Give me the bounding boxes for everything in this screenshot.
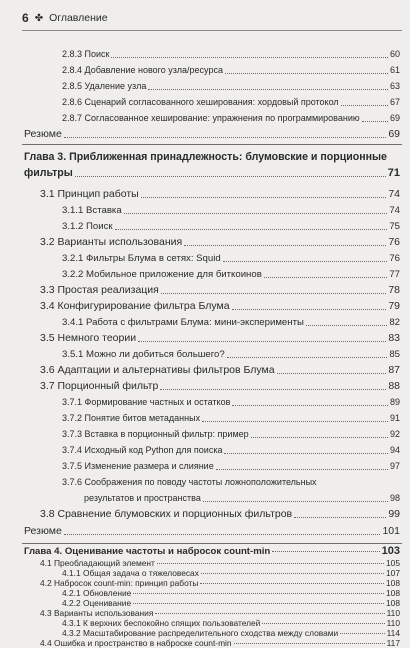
toc-entry[interactable] [0, 442, 400, 458]
chapter-heading[interactable] [0, 546, 400, 556]
leader-dots [224, 452, 388, 454]
toc-entry-page: 79 [388, 300, 400, 312]
toc-entry-page: 85 [389, 348, 400, 360]
toc-entry[interactable] [0, 314, 400, 330]
toc-entry-page: 76 [388, 236, 400, 248]
toc-entry[interactable] [0, 126, 400, 142]
leader-dots [234, 642, 385, 644]
toc-entry-page: 67 [389, 97, 400, 107]
toc-entry[interactable] [0, 346, 400, 362]
toc-entry-label: 3.8 Сравнение блумовских и порционных фильтров [40, 508, 293, 520]
toc-entry[interactable] [0, 578, 400, 588]
toc-entry-page: 87 [388, 364, 400, 376]
chapter-heading[interactable] [0, 149, 400, 165]
toc-entry-page: 71 [387, 167, 400, 179]
leader-dots [225, 72, 388, 74]
toc-entry-label: 2.8.4 Добавление нового узла/ресурса [62, 65, 223, 75]
leader-dots [161, 292, 386, 294]
toc-entry[interactable] [0, 234, 400, 250]
toc-entry-page: 76 [389, 252, 400, 264]
ornament-icon: ✤ [34, 12, 44, 24]
leader-dots [203, 500, 388, 502]
toc-entry-label: 3.2 Варианты использования [40, 236, 183, 248]
toc-entry-page: 105 [386, 558, 400, 568]
leader-dots [64, 533, 381, 535]
toc-entry-label: 2.8.5 Удаление узла [62, 81, 147, 91]
toc-entry-label: 3.2.1 Фильтры Блума в сетях: Squid [62, 252, 221, 264]
toc-entry-page: 74 [389, 204, 400, 216]
toc-entry-label: 4.1.1 Общая задача о тяжеловесах [62, 568, 199, 578]
toc-entry-label: 3.7.3 Вставка в порционный фильтр: пример [62, 429, 249, 439]
leader-dots [202, 420, 388, 422]
toc-entry-page: 92 [389, 429, 400, 439]
toc-entry-page: 108 [386, 578, 400, 588]
toc-entry[interactable] [0, 78, 400, 94]
leader-dots [155, 612, 384, 614]
toc-entry-label: 4.4 Ошибка и пространство в наброске count-min [40, 638, 232, 648]
toc-entry-label: 3.7.2 Понятие битов метаданных [62, 413, 201, 423]
leader-dots [251, 436, 388, 438]
leader-dots [111, 56, 388, 58]
toc-entry[interactable] [0, 638, 400, 648]
leader-dots [277, 372, 387, 374]
toc-entry[interactable] [0, 618, 400, 628]
toc-entry[interactable] [0, 523, 400, 539]
toc-entry-label: 4.2 Набросок count-min: принцип работы [40, 578, 199, 588]
toc-entry-label: 3.5.1 Можно ли добиться большего? [62, 348, 225, 360]
toc-entry-page: 108 [386, 588, 400, 598]
running-title: Оглавление [49, 12, 108, 24]
toc-entry[interactable] [0, 608, 400, 618]
toc-entry-page: 75 [389, 220, 400, 232]
toc-entry[interactable] [0, 490, 400, 506]
toc-entry[interactable] [0, 598, 400, 608]
toc-entry-label: 4.3 Варианты использования [40, 608, 154, 618]
toc-entry-label: 3.1.2 Поиск [62, 220, 113, 232]
leader-dots [64, 136, 387, 138]
toc-entry-page: 77 [389, 268, 400, 280]
toc-entry[interactable] [0, 282, 400, 298]
toc-entry[interactable] [0, 62, 400, 78]
toc-entry-label: 3.5 Немного теории [40, 332, 137, 344]
toc-entry-label: 4.2.2 Оценивание [62, 598, 132, 608]
toc-entry[interactable] [0, 110, 400, 126]
chapter-heading[interactable] [0, 165, 400, 181]
toc-entry-label: 4.3.2 Масштабирование распределительного сходства между словами [62, 628, 339, 638]
toc-entry-label: 2.8.6 Сценарий согласованного хеширования: хордовый протокол [62, 97, 339, 107]
toc-entry-label: 3.4.1 Работа с фильтрами Блума: мини-эксперименты [62, 316, 304, 328]
toc-entry-label: 3.7 Порционный фильтр [40, 380, 159, 392]
toc-entry[interactable] [0, 362, 400, 378]
leader-dots [227, 356, 388, 358]
toc-entry[interactable] [0, 250, 400, 266]
toc-entry-page: 101 [382, 525, 400, 537]
chapter-divider [22, 543, 402, 544]
leader-dots [138, 340, 386, 342]
toc-entry-page: 107 [386, 568, 400, 578]
toc-entry[interactable] [0, 202, 400, 218]
toc-entry-label: 2.8.3 Поиск [62, 49, 110, 59]
toc-entry-page: 114 [386, 628, 400, 638]
toc-entry-label: 4.3.1 К верхних беспокойно спящих пользователей [62, 618, 261, 628]
leader-dots [272, 550, 379, 552]
toc-entry-page: 82 [389, 316, 400, 328]
toc-entry[interactable] [0, 186, 400, 202]
toc-entry-label: Резюме [24, 525, 62, 537]
leader-dots [232, 308, 387, 310]
toc-entry-label: 2.8.7 Согласованное хеширование: упражнения по программированию [62, 113, 360, 123]
toc-entry-page: 97 [389, 461, 400, 471]
toc-entry[interactable] [0, 458, 400, 474]
toc-entry-label-cont: результатов и пространства [84, 493, 201, 503]
toc-entry-label: 4.1 Преобладающий элемент [40, 558, 155, 568]
chapter-title: Глава 3. Приближенная принадлежность: блумовские и порционные [24, 151, 387, 163]
toc-entry-label: 4.2.1 Обновление [62, 588, 132, 598]
toc-entry-label: 3.7.6 Соображения по поводу частоты ложноположительных [62, 477, 317, 487]
leader-dots [201, 572, 384, 574]
toc-entry-page: 98 [389, 493, 400, 503]
leader-dots [184, 244, 386, 246]
toc-entry[interactable] [0, 426, 400, 442]
page-number: 6 [22, 11, 29, 25]
toc-entry[interactable] [0, 628, 400, 638]
toc-entry-page: 110 [386, 618, 400, 628]
toc-entry-label: 3.1.1 Вставка [62, 204, 122, 216]
toc-entry-page: 103 [381, 545, 400, 557]
toc-entry-label: 3.7.5 Изменение размера и слияние [62, 461, 214, 471]
toc-entry-page: 108 [386, 598, 400, 608]
toc-entry-page: 74 [388, 188, 400, 200]
leader-dots [294, 516, 386, 518]
leader-dots [141, 196, 387, 198]
toc-entry[interactable] [0, 394, 400, 410]
toc-entry[interactable] [0, 218, 400, 234]
leader-dots [75, 175, 386, 177]
toc-entry-page: 110 [386, 608, 400, 618]
leader-dots [148, 88, 388, 90]
toc-entry-label: 3.7.1 Формирование частных и остатков [62, 397, 231, 407]
leader-dots [216, 468, 388, 470]
leader-dots [133, 592, 384, 594]
toc-entry-page: 91 [389, 413, 400, 423]
toc-entry-page: 88 [388, 380, 400, 392]
toc-entry-label: 3.3 Простая реализация [40, 284, 159, 296]
toc-entry-label: 3.2.2 Мобильное приложение для биткоинов [62, 268, 262, 280]
toc-entry-page: 117 [386, 638, 400, 648]
leader-dots [306, 324, 387, 326]
toc-entry-page: 99 [388, 508, 400, 520]
toc-entry-page: 61 [389, 65, 400, 75]
toc-entry[interactable] [0, 266, 400, 282]
leader-dots [200, 582, 384, 584]
leader-dots [223, 260, 388, 262]
leader-dots [341, 104, 388, 106]
leader-dots [133, 602, 384, 604]
toc-entry[interactable] [0, 94, 400, 110]
chapter-title-cont: фильтры [24, 167, 73, 179]
toc-entry-page: 94 [389, 445, 400, 455]
toc-entry-page: 60 [389, 49, 400, 59]
leader-dots [157, 562, 384, 564]
toc-entry[interactable] [0, 588, 400, 598]
leader-dots [264, 276, 388, 278]
toc-entry[interactable] [0, 330, 400, 346]
toc-entry[interactable] [0, 410, 400, 426]
toc-entry-page: 83 [388, 332, 400, 344]
leader-dots [124, 212, 388, 214]
toc-entry[interactable] [0, 298, 400, 314]
leader-dots [160, 388, 386, 390]
toc-entry[interactable] [0, 474, 400, 490]
toc-entry[interactable] [0, 378, 400, 394]
toc-entry-label: 3.6 Адаптации и альтернативы фильтров Блума [40, 364, 275, 376]
toc-entry-page: 78 [388, 284, 400, 296]
leader-dots [362, 120, 388, 122]
toc-entry[interactable] [0, 558, 400, 568]
toc-entry-label: 3.1 Принцип работы [40, 188, 139, 200]
leader-dots [340, 632, 384, 634]
chapter-title: Глава 4. Оценивание частоты и набросок count-min [24, 545, 271, 557]
toc-entry[interactable] [0, 506, 400, 522]
toc-entry[interactable] [0, 46, 400, 62]
toc-entry-label: 3.4 Конфигурирование фильтра Блума [40, 300, 230, 312]
toc-entry-page: 63 [389, 81, 400, 91]
leader-dots [115, 228, 388, 230]
toc-entry[interactable] [0, 568, 400, 578]
toc-entry-page: 89 [389, 397, 400, 407]
toc-entry-page: 69 [388, 128, 400, 140]
leader-dots [232, 404, 388, 406]
toc-entry-label: 3.7.4 Исходный код Python для поиска [62, 445, 223, 455]
chapter-divider [22, 144, 402, 145]
toc-entry-page: 69 [389, 113, 400, 123]
toc-entry-label: Резюме [24, 128, 62, 140]
